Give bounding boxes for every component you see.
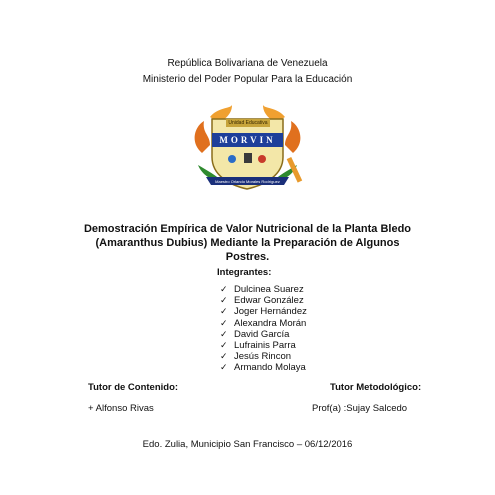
logo-banner-text: Unidad Educativa bbox=[228, 120, 268, 126]
list-item: ✓ Joger Hernández bbox=[220, 306, 307, 318]
integrantes-label: Integrantes: bbox=[217, 267, 272, 278]
list-item: ✓ Edwar González bbox=[220, 295, 304, 307]
header-ministry: Ministerio del Poder Popular Para la Educación bbox=[142, 74, 353, 85]
header-republic: República Bolivariana de Venezuela bbox=[167, 58, 328, 69]
check-icon: ✓ bbox=[220, 328, 228, 339]
school-logo bbox=[180, 105, 315, 193]
logo-center-text: MORVIN bbox=[219, 135, 276, 145]
check-icon: ✓ bbox=[220, 340, 228, 351]
list-item: ✓ Armando Molaya bbox=[220, 362, 306, 374]
list-item: ✓ Lufrainis Parra bbox=[220, 340, 296, 352]
title-line-3: Postres. bbox=[225, 251, 270, 263]
check-icon: ✓ bbox=[220, 351, 228, 362]
list-item: ✓ Alexandra Morán bbox=[220, 317, 307, 329]
title-line-1: Demostración Empírica de Valor Nutricional de la Planta Bledo bbox=[83, 223, 412, 235]
check-icon: ✓ bbox=[220, 295, 228, 306]
check-icon: ✓ bbox=[220, 317, 228, 328]
list-item: ✓ David García bbox=[220, 328, 290, 340]
integrantes-list bbox=[220, 284, 307, 374]
tutor-method-name: Prof(a) :Sujay Salcedo bbox=[312, 403, 408, 414]
title-line-2: (Amaranthus Dubius) Mediante la Preparación de Algunos bbox=[95, 237, 400, 249]
tutor-content-label: Tutor de Contenido: bbox=[88, 382, 179, 393]
logo-ribbon-text: Maestro Orlando Morales Rodríguez bbox=[215, 179, 280, 184]
document-title bbox=[60, 222, 435, 264]
list-item: ✓ Jesús Rincon bbox=[220, 351, 292, 363]
list-item: ✓ Dulcinea Suarez bbox=[220, 284, 304, 295]
check-icon: ✓ bbox=[220, 284, 228, 294]
check-icon: ✓ bbox=[220, 362, 228, 373]
place-date: Edo. Zulia, Municipio San Francisco – 06/12/2016 bbox=[142, 439, 353, 450]
check-icon: ✓ bbox=[220, 306, 228, 317]
tutor-content-name: + Alfonso Rivas bbox=[88, 403, 154, 414]
tutor-method-label: Tutor Metodológico: bbox=[330, 382, 422, 393]
